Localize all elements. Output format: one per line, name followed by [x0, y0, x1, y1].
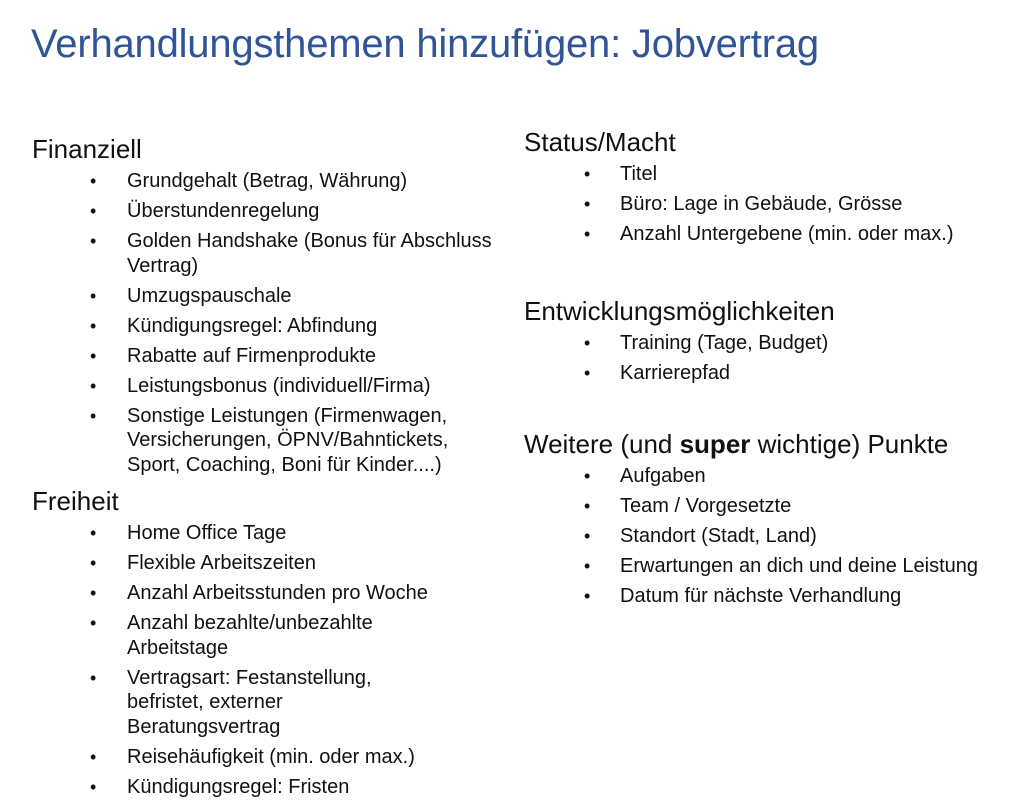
- list-item: [524, 331, 1029, 356]
- list-item: [524, 584, 1029, 609]
- list-item-text: Team / Vorgesetzte: [620, 495, 792, 517]
- bullet-icon: •: [90, 746, 97, 767]
- list-item-text: Reisehäufigkeit (min. oder max.): [127, 745, 415, 768]
- slide-title: Verhandlungsthemen hinzufügen: Jobvertrag: [31, 22, 819, 66]
- list-item: [524, 554, 1029, 579]
- list-item-text: Standort (Stadt, Land): [620, 525, 817, 547]
- list-item: [524, 162, 1029, 187]
- list-item: [524, 361, 1029, 386]
- section-entwicklung: [524, 296, 1029, 391]
- list-item: [32, 551, 432, 576]
- bullet-icon: •: [90, 171, 97, 191]
- bullet-icon: •: [90, 667, 97, 688]
- list-item-text: Büro: Lage in Gebäude, Grösse: [620, 193, 903, 215]
- list-item: [32, 745, 432, 770]
- list-item: [32, 344, 507, 369]
- list-item: [32, 666, 432, 740]
- list-item-text: Erwartungen an dich und deine Leistung: [620, 555, 979, 577]
- section-heading: [524, 429, 1029, 459]
- list-item-text: Sonstige Leistungen (Firmenwagen, Versicherungen, ÖPNV/Bahntickets, Sport, Coaching, Boni für Kinder....): [127, 404, 449, 476]
- list-item-text: Aufgaben: [620, 465, 706, 487]
- bullet-list: [524, 464, 1029, 609]
- section-heading: Finanziell: [32, 134, 142, 164]
- list-item-text: Anzahl Arbeitsstunden pro Woche: [127, 582, 428, 604]
- list-item: [32, 169, 507, 194]
- section-heading: Freiheit: [32, 486, 119, 516]
- list-item-text: Golden Handshake (Bonus für Abschluss Vertrag): [127, 230, 492, 277]
- bullet-icon: •: [584, 224, 591, 244]
- list-item-text: Leistungsbonus (individuell/Firma): [127, 374, 431, 397]
- list-item-text: Überstundenregelung: [127, 200, 320, 222]
- bullet-icon: •: [584, 526, 591, 546]
- bullet-icon: •: [584, 556, 591, 576]
- bullet-icon: •: [584, 333, 591, 353]
- section-freiheit: [32, 486, 512, 805]
- section-heading: Status/Macht: [524, 127, 676, 157]
- bullet-icon: •: [90, 345, 97, 366]
- list-item-text: Karrierepfad: [620, 362, 731, 384]
- section-weitere: [524, 429, 1029, 614]
- list-item-text: Anzahl bezahlte/unbezahlte Arbeitstage: [127, 612, 373, 659]
- list-item-text: Kündigungsregel: Abfindung: [127, 314, 378, 337]
- list-item-text: Kündigungsregel: Fristen: [127, 775, 350, 798]
- bullet-icon: •: [584, 194, 591, 214]
- list-item: [524, 192, 1029, 217]
- list-item-text: Umzugspauschale: [127, 284, 292, 307]
- list-item-text: Flexible Arbeitszeiten: [127, 552, 316, 574]
- list-item: [524, 494, 1029, 519]
- bullet-list: [32, 521, 432, 799]
- bullet-icon: •: [90, 375, 97, 396]
- list-item-text: Grundgehalt (Betrag, Währung): [127, 170, 408, 192]
- bullet-icon: •: [90, 523, 97, 543]
- list-item-text: Titel: [620, 163, 658, 185]
- list-item-text: Vertragsart: Festanstellung, befristet, externer Beratungsvertrag: [127, 666, 372, 738]
- list-item: [32, 775, 432, 800]
- bullet-icon: •: [90, 405, 97, 426]
- list-item: [32, 404, 507, 478]
- list-item-text: Home Office Tage: [127, 522, 287, 544]
- bullet-icon: •: [90, 315, 97, 336]
- bullet-icon: •: [90, 776, 97, 797]
- bullet-icon: •: [90, 613, 97, 633]
- bullet-icon: •: [584, 586, 591, 606]
- bullet-icon: •: [90, 231, 97, 251]
- list-item: [32, 229, 507, 278]
- list-item: [32, 611, 432, 660]
- section-heading: Entwicklungsmöglichkeiten: [524, 296, 835, 326]
- list-item: [32, 374, 507, 399]
- list-item: [32, 314, 507, 339]
- bullet-icon: •: [90, 201, 97, 221]
- bullet-icon: •: [90, 583, 97, 603]
- heading-part: Weitere (und: [524, 429, 680, 459]
- bullet-list: [32, 169, 507, 477]
- list-item: [524, 222, 1029, 247]
- list-item: [32, 581, 432, 606]
- list-item: [32, 199, 507, 224]
- bullet-list: [524, 162, 1029, 247]
- list-item-text: Datum für nächste Verhandlung: [620, 585, 902, 607]
- bullet-icon: •: [584, 164, 591, 184]
- bullet-icon: •: [90, 553, 97, 573]
- heading-part: wichtige) Punkte: [750, 429, 949, 459]
- bullet-icon: •: [584, 363, 591, 383]
- bullet-icon: •: [90, 285, 97, 306]
- section-status: [524, 127, 1029, 252]
- heading-emphasis: super: [679, 429, 751, 459]
- section-finanziell: [32, 134, 512, 483]
- list-item: [32, 521, 432, 546]
- list-item: [32, 284, 507, 309]
- list-item: [524, 464, 1029, 489]
- list-item: [524, 524, 1029, 549]
- list-item-text: Training (Tage, Budget): [620, 332, 829, 354]
- bullet-icon: •: [584, 496, 591, 516]
- bullet-icon: •: [584, 466, 591, 486]
- list-item-text: Anzahl Untergebene (min. oder max.): [620, 223, 954, 245]
- list-item-text: Rabatte auf Firmenprodukte: [127, 344, 377, 367]
- bullet-list: [524, 331, 1029, 386]
